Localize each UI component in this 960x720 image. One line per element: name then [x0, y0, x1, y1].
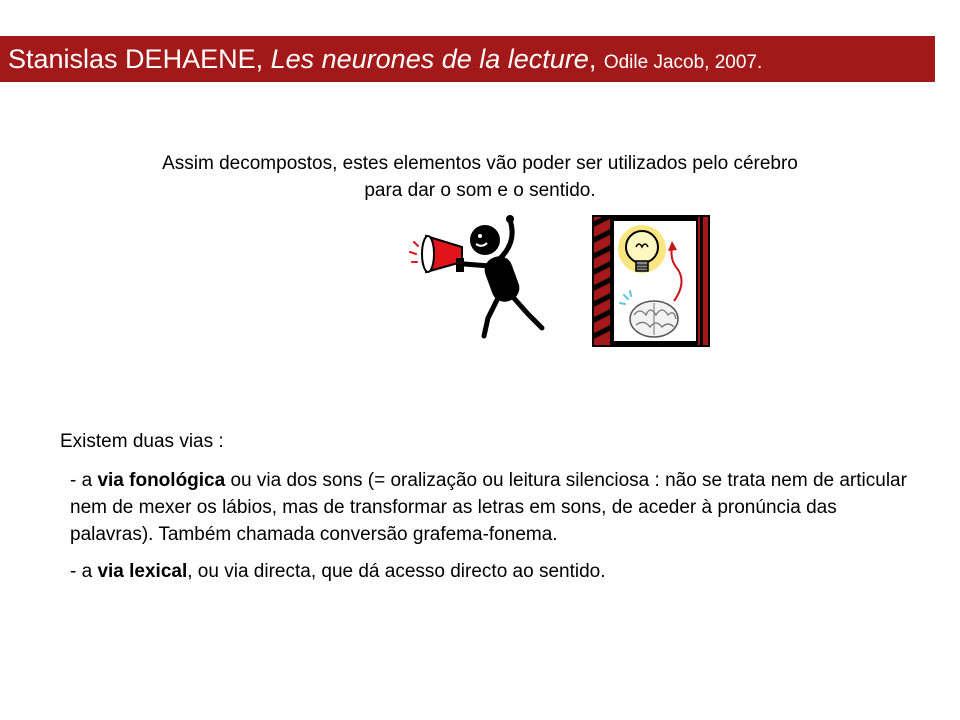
p3-prefix: - a [70, 561, 98, 582]
p3-term: via lexical [97, 561, 188, 582]
intro-line-2: para dar o som e o sentido. [364, 180, 596, 201]
p3-text: , ou via directa, que dá acesso directo ao sentido. [187, 561, 606, 582]
p2-prefix: - a [70, 470, 98, 491]
slide-title [0, 36, 935, 82]
p2-text: ou via dos sons (= oralização ou leitura silenciosa : não se trata nem de articular nem de mexer os lábios, mas de transformar as letras em sons, de aceder à pronúncia das palavras). Também chamada conversão grafema-fonema. [70, 470, 907, 545]
paragraph-lexical [60, 558, 910, 585]
megaphone-person-icon [400, 214, 560, 344]
title-publisher: Odile Jacob, 2007. [603, 52, 763, 73]
body-text [60, 428, 910, 595]
p2-term: via fonológica [97, 470, 226, 491]
title-book: Les neurones de la lecture [270, 44, 589, 74]
paragraph-intro: Existem duas vias : [60, 431, 224, 452]
paragraph-phonological [60, 467, 910, 548]
lightbulb-brain-icon [592, 215, 710, 347]
intro-text [60, 150, 900, 204]
title-sep: , [588, 44, 604, 74]
title-author: Stanislas DEHAENE, [8, 44, 271, 74]
illustrations [400, 212, 720, 352]
intro-line-1: Assim decompostos, estes elementos vão poder ser utilizados pelo cérebro [162, 153, 798, 174]
